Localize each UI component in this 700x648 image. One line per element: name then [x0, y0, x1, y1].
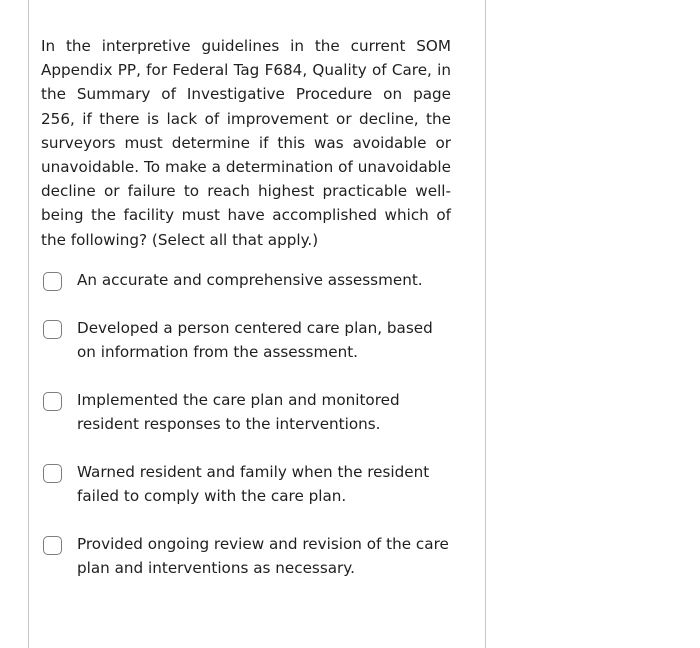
answer-option[interactable]	[43, 532, 463, 580]
answer-option[interactable]	[43, 388, 463, 436]
checkbox-icon[interactable]	[43, 536, 62, 555]
answer-option-label: Implemented the care plan and monitored resident responses to the interventions.	[77, 391, 400, 433]
checkbox-icon[interactable]	[43, 272, 62, 291]
answer-option[interactable]	[43, 460, 463, 508]
question-card	[28, 0, 486, 648]
checkbox-icon[interactable]	[43, 320, 62, 339]
answer-options-list	[43, 268, 463, 604]
answer-option-label: An accurate and comprehensive assessment.	[77, 271, 423, 289]
answer-option[interactable]	[43, 316, 463, 364]
answer-option-label: Provided ongoing review and revision of the care plan and interventions as necessary.	[77, 535, 449, 577]
answer-option[interactable]	[43, 268, 463, 292]
checkbox-icon[interactable]	[43, 464, 62, 483]
answer-option-label: Warned resident and family when the resident failed to comply with the care plan.	[77, 463, 430, 505]
answer-option-label: Developed a person centered care plan, based on information from the assessment.	[77, 319, 433, 361]
checkbox-icon[interactable]	[43, 392, 62, 411]
question-text: In the interpretive guidelines in the current SOM Appendix PP, for Federal Tag F684, Quality of Care, in the Summary of Investigative Procedure on page 256, if there is lack of improvement or decline, the surveyors must determine if this was avoidable or unavoidable. To make a determination of unavoidable decline or failure to reach highest practicable well-being the facility must have accomplished which of the following? (Select all that apply.)	[41, 37, 451, 249]
